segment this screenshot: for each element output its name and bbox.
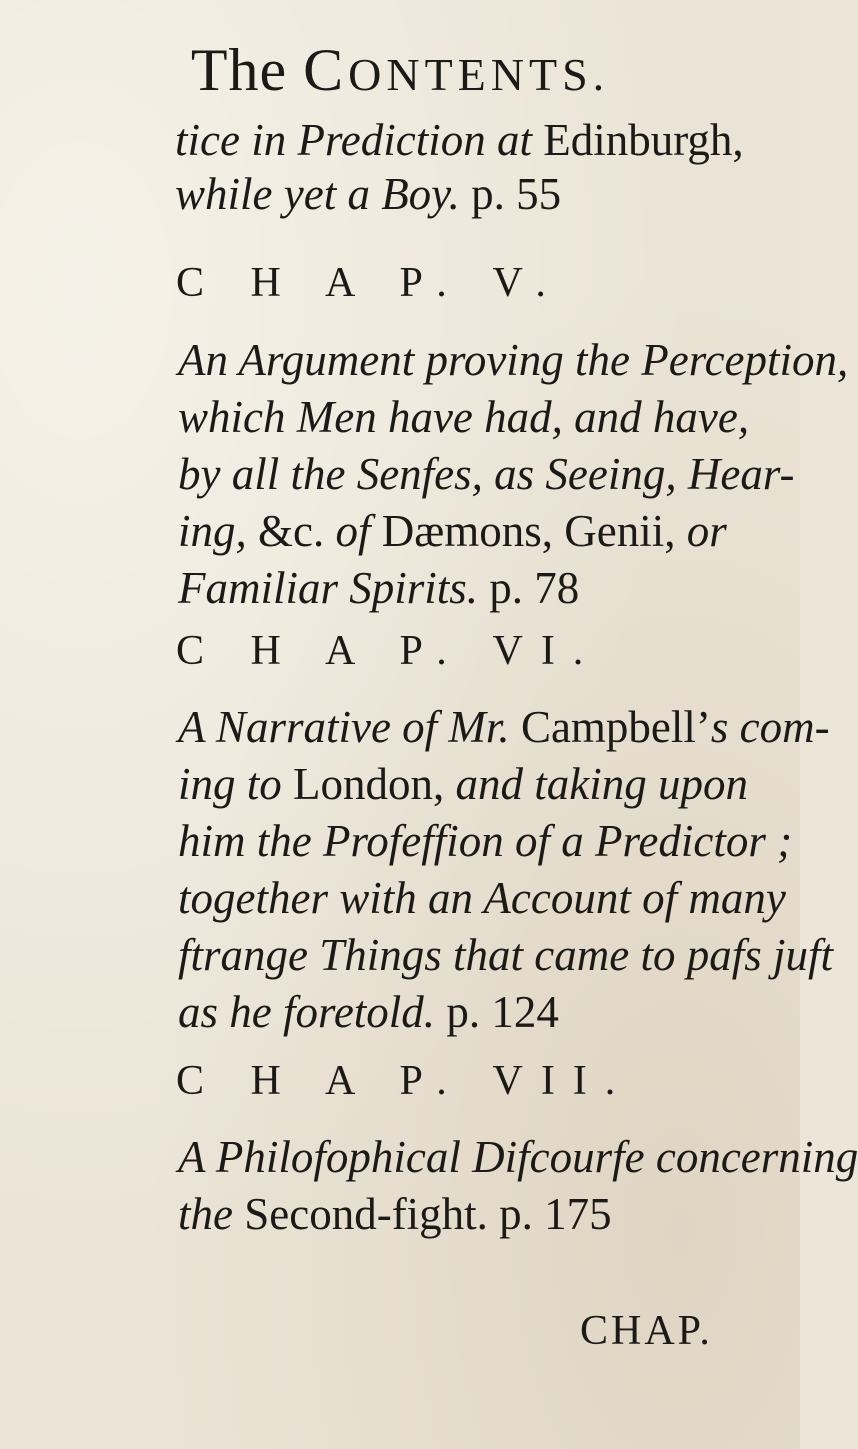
- continuation-line-2-page: p. 55: [471, 169, 562, 219]
- chapter-0-line-4-seg-1: p. 78: [478, 563, 580, 613]
- continuation-line-1: [175, 115, 744, 165]
- chapter-1-line-5-seg-1: p. 124: [435, 987, 559, 1037]
- header-the: The: [190, 37, 288, 103]
- chapter-2-line-0: [178, 1132, 858, 1182]
- continuation-line-2-italic: while yet a Boy.: [175, 169, 460, 219]
- chapter-0-line-3: [178, 506, 727, 556]
- chapter-1-line-2-seg-0: him the Profeffion of a Predictor ;: [178, 816, 793, 866]
- chapter-0-line-4-seg-0: Familiar Spirits.: [178, 563, 479, 613]
- chapter-2-line-1-seg-1: Second-fight. p. 175: [232, 1189, 612, 1239]
- chapter-1-line-4: [178, 930, 834, 980]
- chapter-1-line-0-seg-0: A Narrative of Mr.: [178, 702, 510, 752]
- catchword: CHAP.: [580, 1308, 713, 1354]
- continuation-line-2: [175, 169, 562, 219]
- chapter-1-line-3: [178, 873, 786, 923]
- chapter-0-line-3-seg-3: Dæmons, Genii,: [370, 506, 687, 556]
- chapter-0-line-4: [178, 563, 580, 613]
- chapter-1-line-1-seg-0: ing to: [178, 759, 282, 809]
- chapter-0-line-1: [178, 392, 750, 442]
- chapter-1-line-5: [178, 987, 559, 1037]
- chapter-0-line-2-seg-0: by all the Senfes, as Seeing, Hear-: [178, 449, 795, 499]
- chapter-0-line-3-seg-2: of: [335, 506, 371, 556]
- chapter-1-line-1: [178, 759, 748, 809]
- chapter-1-line-1-seg-1: London,: [281, 759, 456, 809]
- chapter-2-line-1-seg-0: the: [178, 1189, 233, 1239]
- chapter-0-line-3-seg-4: or: [686, 506, 727, 556]
- header-contents-rest: ONTENTS.: [348, 49, 610, 100]
- chapter-1-line-3-seg-0: together with an Account of many: [178, 873, 786, 923]
- chapter-2-line-1: [178, 1189, 612, 1239]
- chapter-1-line-0-seg-2: s com-: [710, 702, 830, 752]
- chapter-2-line-0-seg-0: A Philofophical Difcourfe concerning: [178, 1132, 858, 1182]
- chapter-heading-v: C H A P. V.: [176, 260, 564, 306]
- continuation-line-1-italic: tice in Prediction at: [175, 115, 532, 165]
- chapter-0-line-0-seg-0: An Argument proving the Perception,: [178, 335, 849, 385]
- chapter-1-line-5-seg-0: as he foretold.: [178, 987, 436, 1037]
- chapter-0-line-1-seg-0: which Men have had, and have,: [178, 392, 750, 442]
- chapter-1-line-1-seg-2: and taking upon: [455, 759, 748, 809]
- header-contents-initial: C: [303, 37, 349, 103]
- chapter-0-line-3-seg-1: &c.: [246, 506, 336, 556]
- chapter-heading-vi: C H A P. VI.: [176, 628, 602, 674]
- continuation-line-1-place: Edinburgh,: [543, 115, 744, 165]
- chapter-0-line-3-seg-0: ing,: [178, 506, 247, 556]
- chapter-1-line-0: [178, 702, 830, 752]
- chapter-1-line-2: [178, 816, 793, 866]
- chapter-0-line-0: [178, 335, 849, 385]
- chapter-0-line-2: [178, 449, 795, 499]
- chapter-1-line-4-seg-0: ftrange Things that came to pafs juft: [178, 930, 834, 980]
- chapter-1-line-0-seg-1: Campbell’: [509, 702, 711, 752]
- chapter-heading-vii: C H A P. VII.: [176, 1058, 634, 1104]
- running-header: [0, 37, 800, 103]
